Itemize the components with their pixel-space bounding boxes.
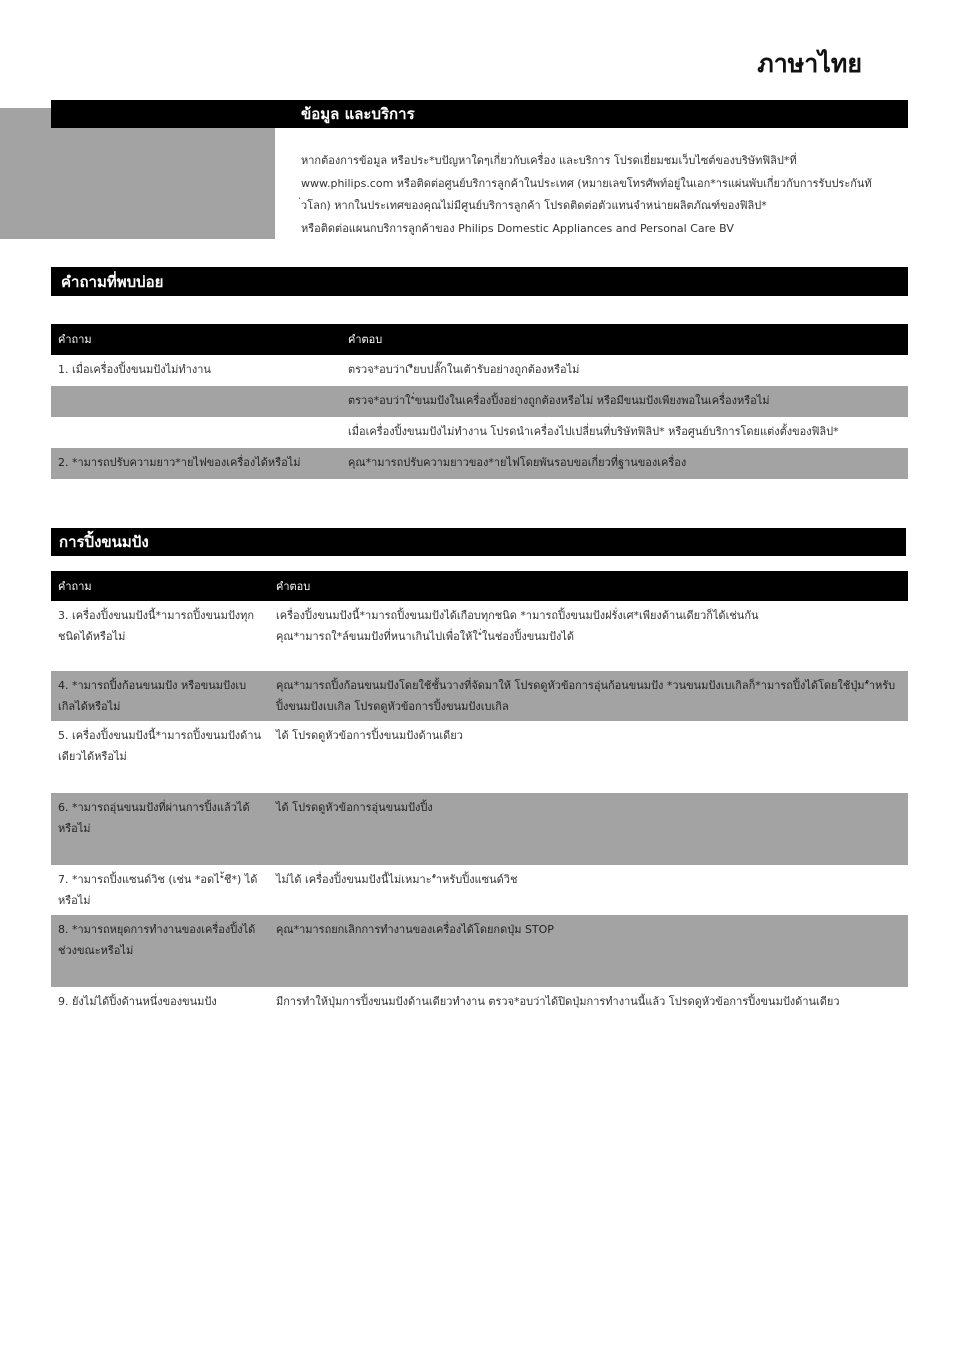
table-row bbox=[51, 601, 908, 671]
answer-cell: คุณ*ามารถปิ้งก้อนขนมปังโดยใช้ชั้นวางที่จัดมาให้ โปรดดูหัวข้อการอุ่นก้อนขนมปัง *วนขนมปังเบเกิลก็*ามารถปิ้งได้โดยใช้ปุ่ม*ำหรับปิ้งขนมปังเบเกิล โปรดดูหัวข้อการปิ้งขนมปังเบเกิล bbox=[269, 671, 908, 721]
toasting-table-header bbox=[51, 571, 908, 601]
table-row bbox=[51, 355, 908, 386]
answer-cell: เมื่อเครื่องปิ้งขนมปังไม่ทำงาน โปรดนำเครื่องไปเปลี่ยนที่บริษัทฟิลิป* หรือศูนย์บริการโดยแต่งตั้งของฟิลิป* bbox=[348, 425, 839, 438]
table-row bbox=[51, 386, 908, 417]
faq-table bbox=[51, 324, 908, 479]
question-cell: 5. เครื่องปิ้งขนมปังนี้*ามารถปิ้งขนมปังด้านเดียวได้หรือไม่ bbox=[58, 729, 262, 763]
answer-cell bbox=[269, 601, 908, 671]
table-row bbox=[51, 417, 908, 448]
answer-cell: มีการทำให้ปุ่มการปิ้งขนมปังด้านเดียวทำงาน ตรวจ*อบว่าได้ปิดปุ่มการทำงานนี้แล้ว โปรดดูหัวข้อการปิ้งขนมปังด้านเดียว bbox=[276, 995, 840, 1008]
table-row bbox=[51, 865, 908, 915]
faq-section-title: คำถามที่พบบ่อย bbox=[51, 267, 908, 296]
question-cell bbox=[51, 386, 341, 417]
faq-table-header bbox=[51, 324, 908, 355]
info-line: www.philips.com หรือติดต่อศูนย์บริการลูกค้าในประเทศ (หมายเลขโทรศัพท์อยู่ในเอก*ารแผ่นพับเกี่ยวกับการรับประกันทั bbox=[301, 176, 872, 190]
info-section-title: ข้อมูล และบริการ bbox=[51, 100, 908, 128]
answer-column-header: คำตอบ bbox=[341, 324, 908, 355]
question-cell: 2. *ามารถปรับความยาว*ายไฟของเครื่องได้หรือไม่ bbox=[51, 448, 341, 479]
info-line: หากต้องการข้อมูล หรือประ*บปัญหาใดๆเกี่ยวกับเครื่อง และบริการ โปรดเยี่ยมชมเว็บไซต์ของบริษัทฟิลิป*ที่ bbox=[301, 154, 797, 167]
info-line: ่วโลก) หากในประเทศของคุณไม่มีศูนย์บริการลูกค้า โปรดติดต่อตัวแทนจำหน่ายผลิตภัณฑ์ของฟิลิป* bbox=[301, 199, 767, 212]
question-cell: 4. *ามารถปิ้งก้อนขนมปัง หรือขนมปังเบเกิลได้หรือไม่ bbox=[51, 671, 269, 721]
table-row bbox=[51, 915, 908, 987]
info-section-body bbox=[301, 150, 901, 240]
question-cell bbox=[51, 417, 341, 448]
answer-line: คุณ*ามารถใ*ล์ขนมปังที่หนาเกินไปเพื่อให้ใ*่ในช่องปิ้งขนมปังได้ bbox=[276, 630, 575, 643]
question-cell: 1. เมื่อเครื่องปิ้งขนมปังไม่ทำงาน bbox=[58, 363, 211, 376]
answer-cell: ได้ โปรดดูหัวข้อการปิ้งขนมปังด้านเดียว bbox=[276, 729, 463, 742]
answer-cell: ตรวจ*อบว่าเ*ียบปลั๊กในเต้ารับอย่างถูกต้องหรือไม่ bbox=[348, 363, 580, 376]
question-cell: 3. เครื่องปิ้งขนมปังนี้*ามารถปิ้งขนมปังทุกชนิดได้หรือไม่ bbox=[58, 609, 255, 643]
table-row bbox=[51, 987, 908, 1016]
answer-line: เครื่องปิ้งขนมปังนี้*ามารถปิ้งขนมปังได้เกือบทุกชนิด *ามารถปิ้งขนมปังฝรั่งเศ*เพียงด้านเดียวก็ได้เช่นกัน bbox=[276, 609, 759, 622]
table-row bbox=[51, 721, 908, 793]
answer-column-header: คำตอบ bbox=[269, 571, 908, 601]
answer-cell: ไม่ได้ เครื่องปิ้งขนมปังนี้ไม่เหมาะ*ำหรับปิ้งแซนด์วิช bbox=[276, 873, 518, 886]
question-column-header: คำถาม bbox=[51, 571, 269, 601]
question-cell: 7. *ามารถปิ้งแซนด์วิช (เช่น *อดไ*้ชี*) ได้หรือไม่ bbox=[58, 873, 258, 907]
info-line: หรือติดต่อแผนกบริการลูกค้าของ Philips Domestic Appliances and Personal Care BV bbox=[301, 221, 734, 235]
answer-cell: คุณ*ามารถปรับความยาวของ*ายไฟโดยพันรอบขอเกี่ยวที่ฐานของเครื่อง bbox=[341, 448, 908, 479]
table-row bbox=[51, 793, 908, 865]
table-row bbox=[51, 448, 908, 479]
toasting-section-title: การปิ้งขนมปัง bbox=[51, 528, 906, 556]
answer-cell: ตรวจ*อบว่าใ*่ขนมปังในเครื่องปิ้งอย่างถูกต้องหรือไม่ หรือมีขนมปังเพียงพอในเครื่องหรือไม่ bbox=[341, 386, 908, 417]
question-cell: 6. *ามารถอุ่นขนมปังที่ผ่านการปิ้งแล้วได้หรือไม่ bbox=[51, 793, 269, 865]
toasting-table bbox=[51, 571, 908, 1016]
question-column-header: คำถาม bbox=[51, 324, 341, 355]
question-cell: 8. *ามารถหยุดการทำงานของเครื่องปิ้งได้ช่วงขณะหรือไม่ bbox=[51, 915, 269, 987]
language-heading: ภาษาไทย bbox=[757, 49, 862, 78]
table-row bbox=[51, 671, 908, 721]
answer-cell: ได้ โปรดดูหัวข้อการอุ่นขนมปังปิ้ง bbox=[269, 793, 908, 865]
question-cell: 9. ยังไม่ได้ปิ้งด้านหนึ่งของขนมปัง bbox=[58, 995, 217, 1008]
answer-cell: คุณ*ามารถยกเลิกการทำงานของเครื่องได้โดยกดปุ่ม STOP bbox=[269, 915, 908, 987]
